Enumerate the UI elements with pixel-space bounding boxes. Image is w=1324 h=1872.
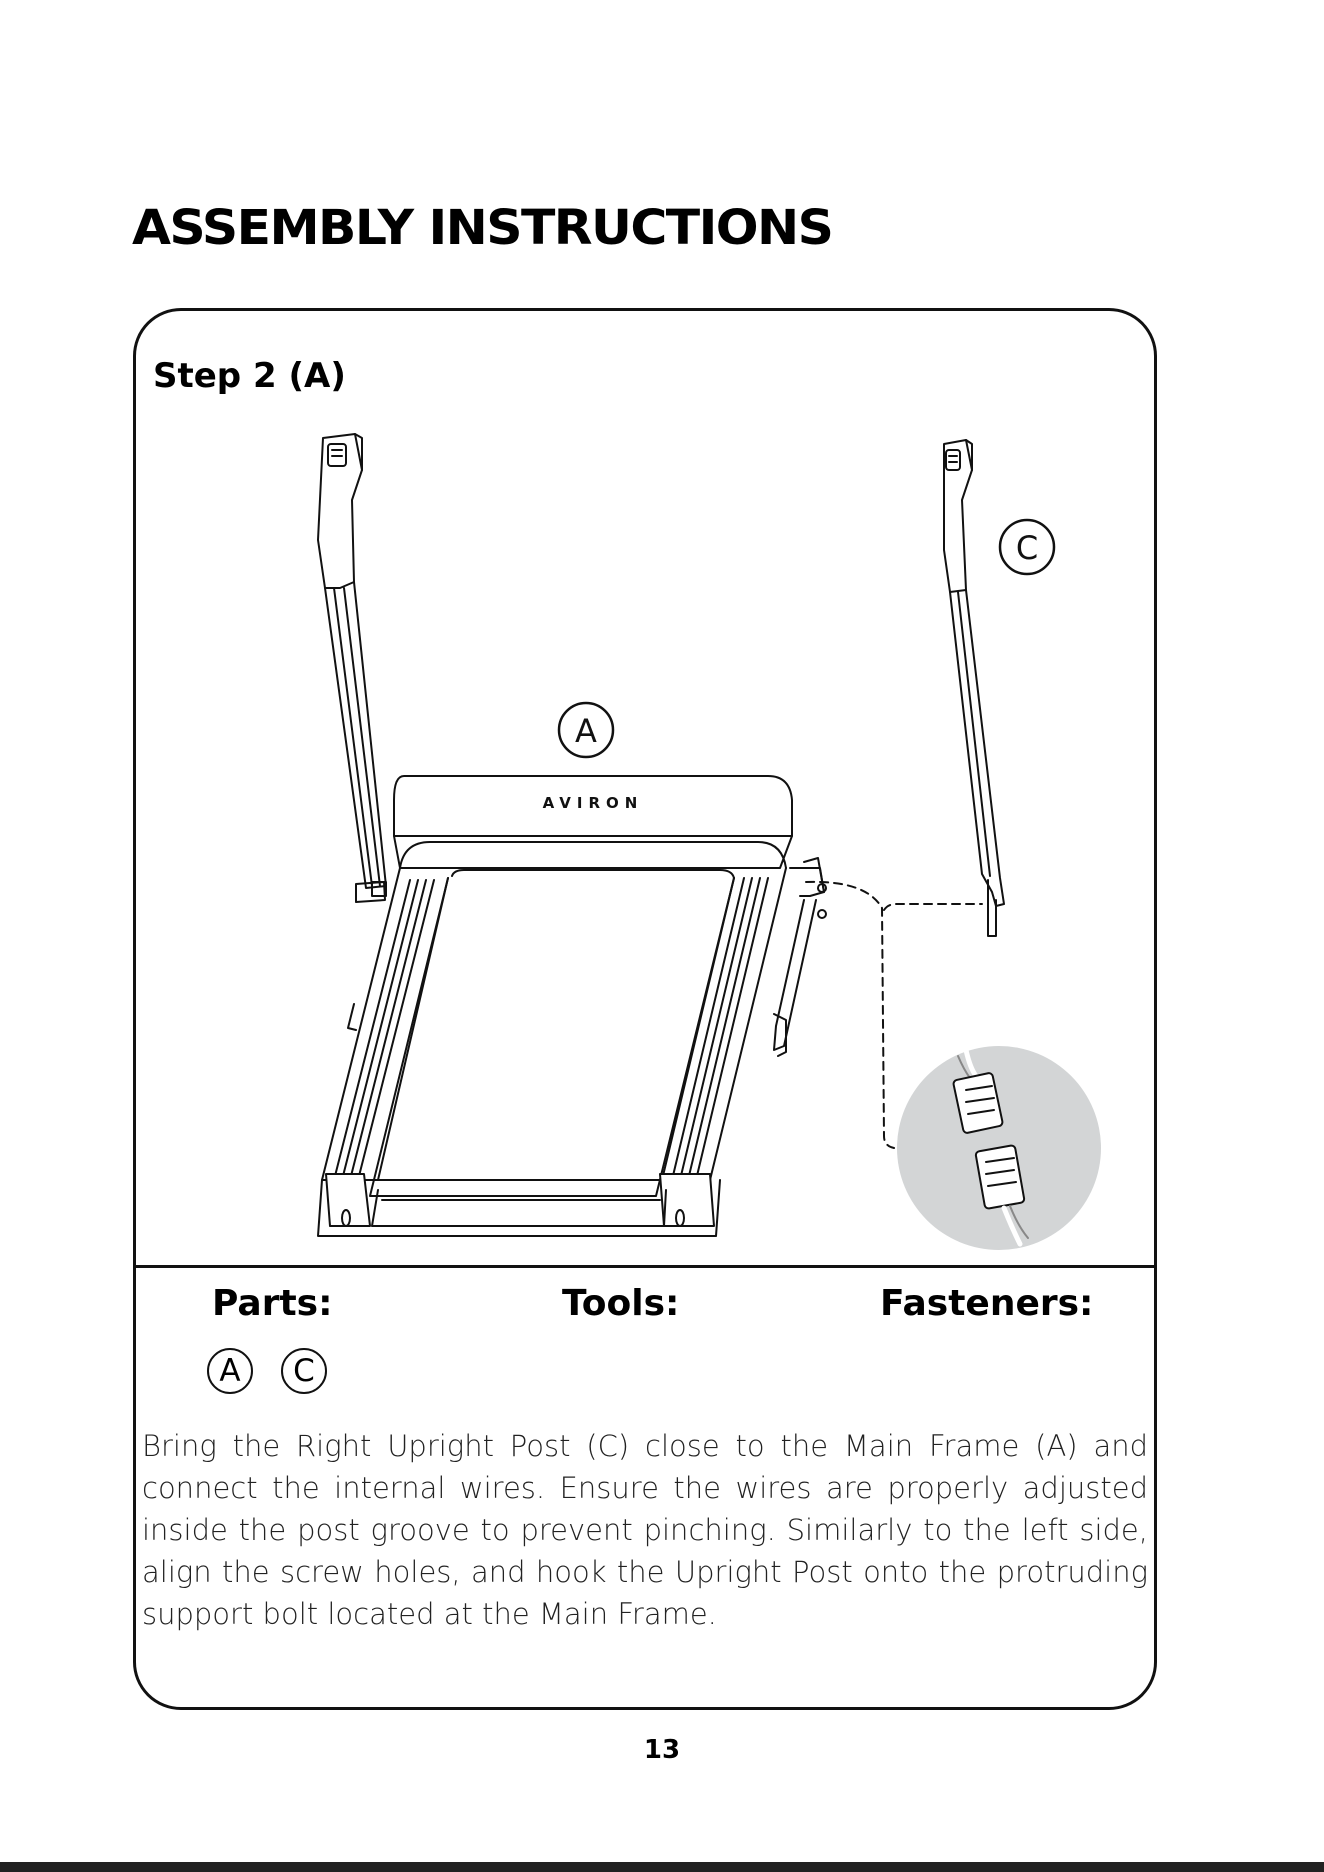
left-upright-post [318, 434, 386, 902]
svg-text:A: A [575, 712, 597, 750]
page-title: ASSEMBLY INSTRUCTIONS [132, 200, 833, 256]
main-frame [318, 776, 826, 1236]
right-upright-post [944, 440, 1004, 936]
wire-leader [806, 882, 894, 1148]
section-divider [136, 1265, 1154, 1268]
parts-heading: Parts: [212, 1283, 333, 1324]
assembly-illustration [136, 400, 1154, 1262]
part-badge-c: C [281, 1348, 327, 1394]
tools-heading: Tools: [562, 1283, 680, 1324]
bottom-edge [0, 1862, 1324, 1872]
instructions-text: Bring the Right Upright Post (C) close to the Main Frame (A) and connect the internal wires. Ensure the wires are properly adjusted inside the post groove to prevent pinching. Similarly to the left side, align the screw holes, and hook the Upright Post onto the protruding support bolt located at the Main Frame. [142, 1429, 1148, 1631]
fasteners-heading: Fasteners: [880, 1283, 1094, 1324]
callout-c [1000, 520, 1054, 574]
svg-text:C: C [1015, 529, 1039, 567]
page-number: 13 [643, 1735, 681, 1765]
brand-text: AVIRON [542, 794, 644, 812]
connector-detail [897, 1046, 1101, 1250]
step-title: Step 2 (A) [153, 356, 346, 396]
callout-a [559, 703, 613, 757]
part-badge-a: A [207, 1348, 253, 1394]
